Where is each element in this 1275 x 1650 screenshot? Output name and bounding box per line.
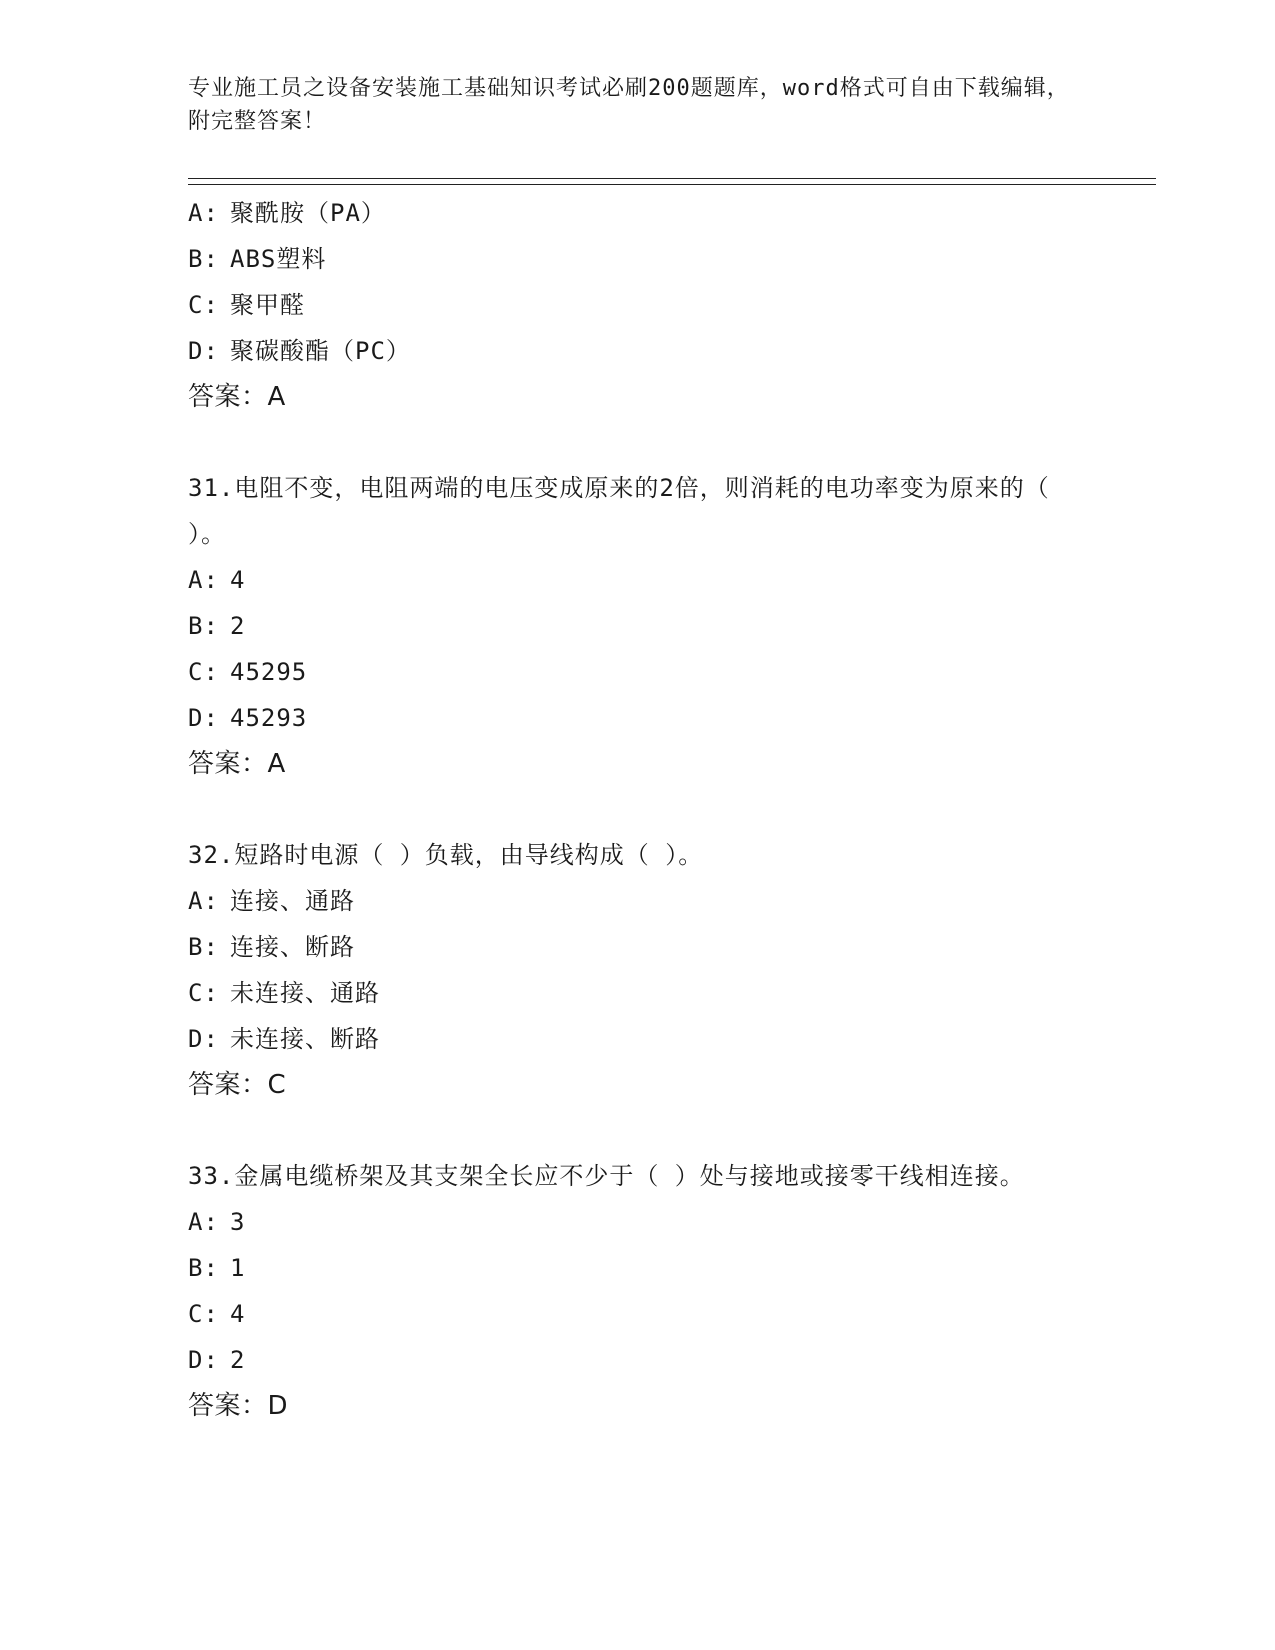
spacer (188, 420, 1088, 465)
option-text: 未连接、通路 (230, 979, 380, 1007)
option-line (188, 557, 1088, 603)
option-text: 2 (230, 1346, 246, 1374)
question-33 (188, 1153, 1088, 1429)
option-text: 45295 (230, 658, 308, 686)
option-line (188, 282, 1088, 328)
option-text: 4 (230, 566, 246, 594)
question-text: 32.短路时电源（ ）负载，由导线构成（ ）。 (188, 841, 704, 869)
option-text: 4 (230, 1300, 246, 1328)
option-key: C: (188, 979, 219, 1007)
option-text: 45293 (230, 704, 308, 732)
option-line (188, 970, 1088, 1016)
document-header-title: 专业施工员之设备安装施工基础知识考试必刷200题题库，word格式可自由下载编辑，附完整答案！ (188, 76, 1070, 134)
option-line (188, 1245, 1088, 1291)
option-line (188, 1337, 1088, 1383)
question-text: 31.电阻不变，电阻两端的电压变成原来的2倍，则消耗的电功率变为原来的（ ）。 (188, 474, 1050, 548)
option-key: B: (188, 245, 219, 273)
option-line (188, 1016, 1088, 1062)
option-key: C: (188, 291, 219, 319)
option-key: B: (188, 1254, 219, 1282)
option-text: 2 (230, 612, 246, 640)
question-text: 33.金属电缆桥架及其支架全长应不少于（ ）处与接地或接零干线相连接。 (188, 1162, 1025, 1190)
spacer (188, 787, 1088, 832)
option-line (188, 603, 1088, 649)
option-line (188, 190, 1088, 236)
answer-line: 答案：D (188, 1391, 289, 1421)
option-line (188, 695, 1088, 741)
option-key: C: (188, 658, 219, 686)
answer-line: 答案：A (188, 382, 286, 412)
option-text: ABS塑料 (230, 245, 327, 273)
option-key: D: (188, 704, 219, 732)
option-key: A: (188, 887, 219, 915)
header-double-rule (188, 178, 1156, 185)
spacer (188, 1108, 1088, 1153)
option-key: A: (188, 1208, 219, 1236)
continued-question (188, 190, 1088, 420)
option-text: 1 (230, 1254, 246, 1282)
option-key: D: (188, 337, 219, 365)
option-text: 连接、通路 (230, 887, 355, 915)
option-line (188, 878, 1088, 924)
option-key: B: (188, 933, 219, 961)
option-key: D: (188, 1346, 219, 1374)
option-text: 聚酰胺（PA） (230, 199, 386, 227)
question-32 (188, 832, 1088, 1108)
option-key: C: (188, 1300, 219, 1328)
option-text: 连接、断路 (230, 933, 355, 961)
option-line (188, 1199, 1088, 1245)
option-key: D: (188, 1025, 219, 1053)
option-line (188, 328, 1088, 374)
option-key: B: (188, 612, 219, 640)
option-line (188, 924, 1088, 970)
option-text: 聚甲醛 (230, 291, 305, 319)
option-line (188, 236, 1088, 282)
option-text: 3 (230, 1208, 246, 1236)
answer-line: 答案：A (188, 749, 286, 779)
answer-line: 答案：C (188, 1070, 287, 1100)
option-key: A: (188, 199, 219, 227)
option-line (188, 649, 1088, 695)
document-body (188, 190, 1088, 1429)
option-key: A: (188, 566, 219, 594)
option-line (188, 1291, 1088, 1337)
option-text: 未连接、断路 (230, 1025, 380, 1053)
option-text: 聚碳酸酯（PC） (230, 337, 411, 365)
question-31 (188, 465, 1088, 787)
